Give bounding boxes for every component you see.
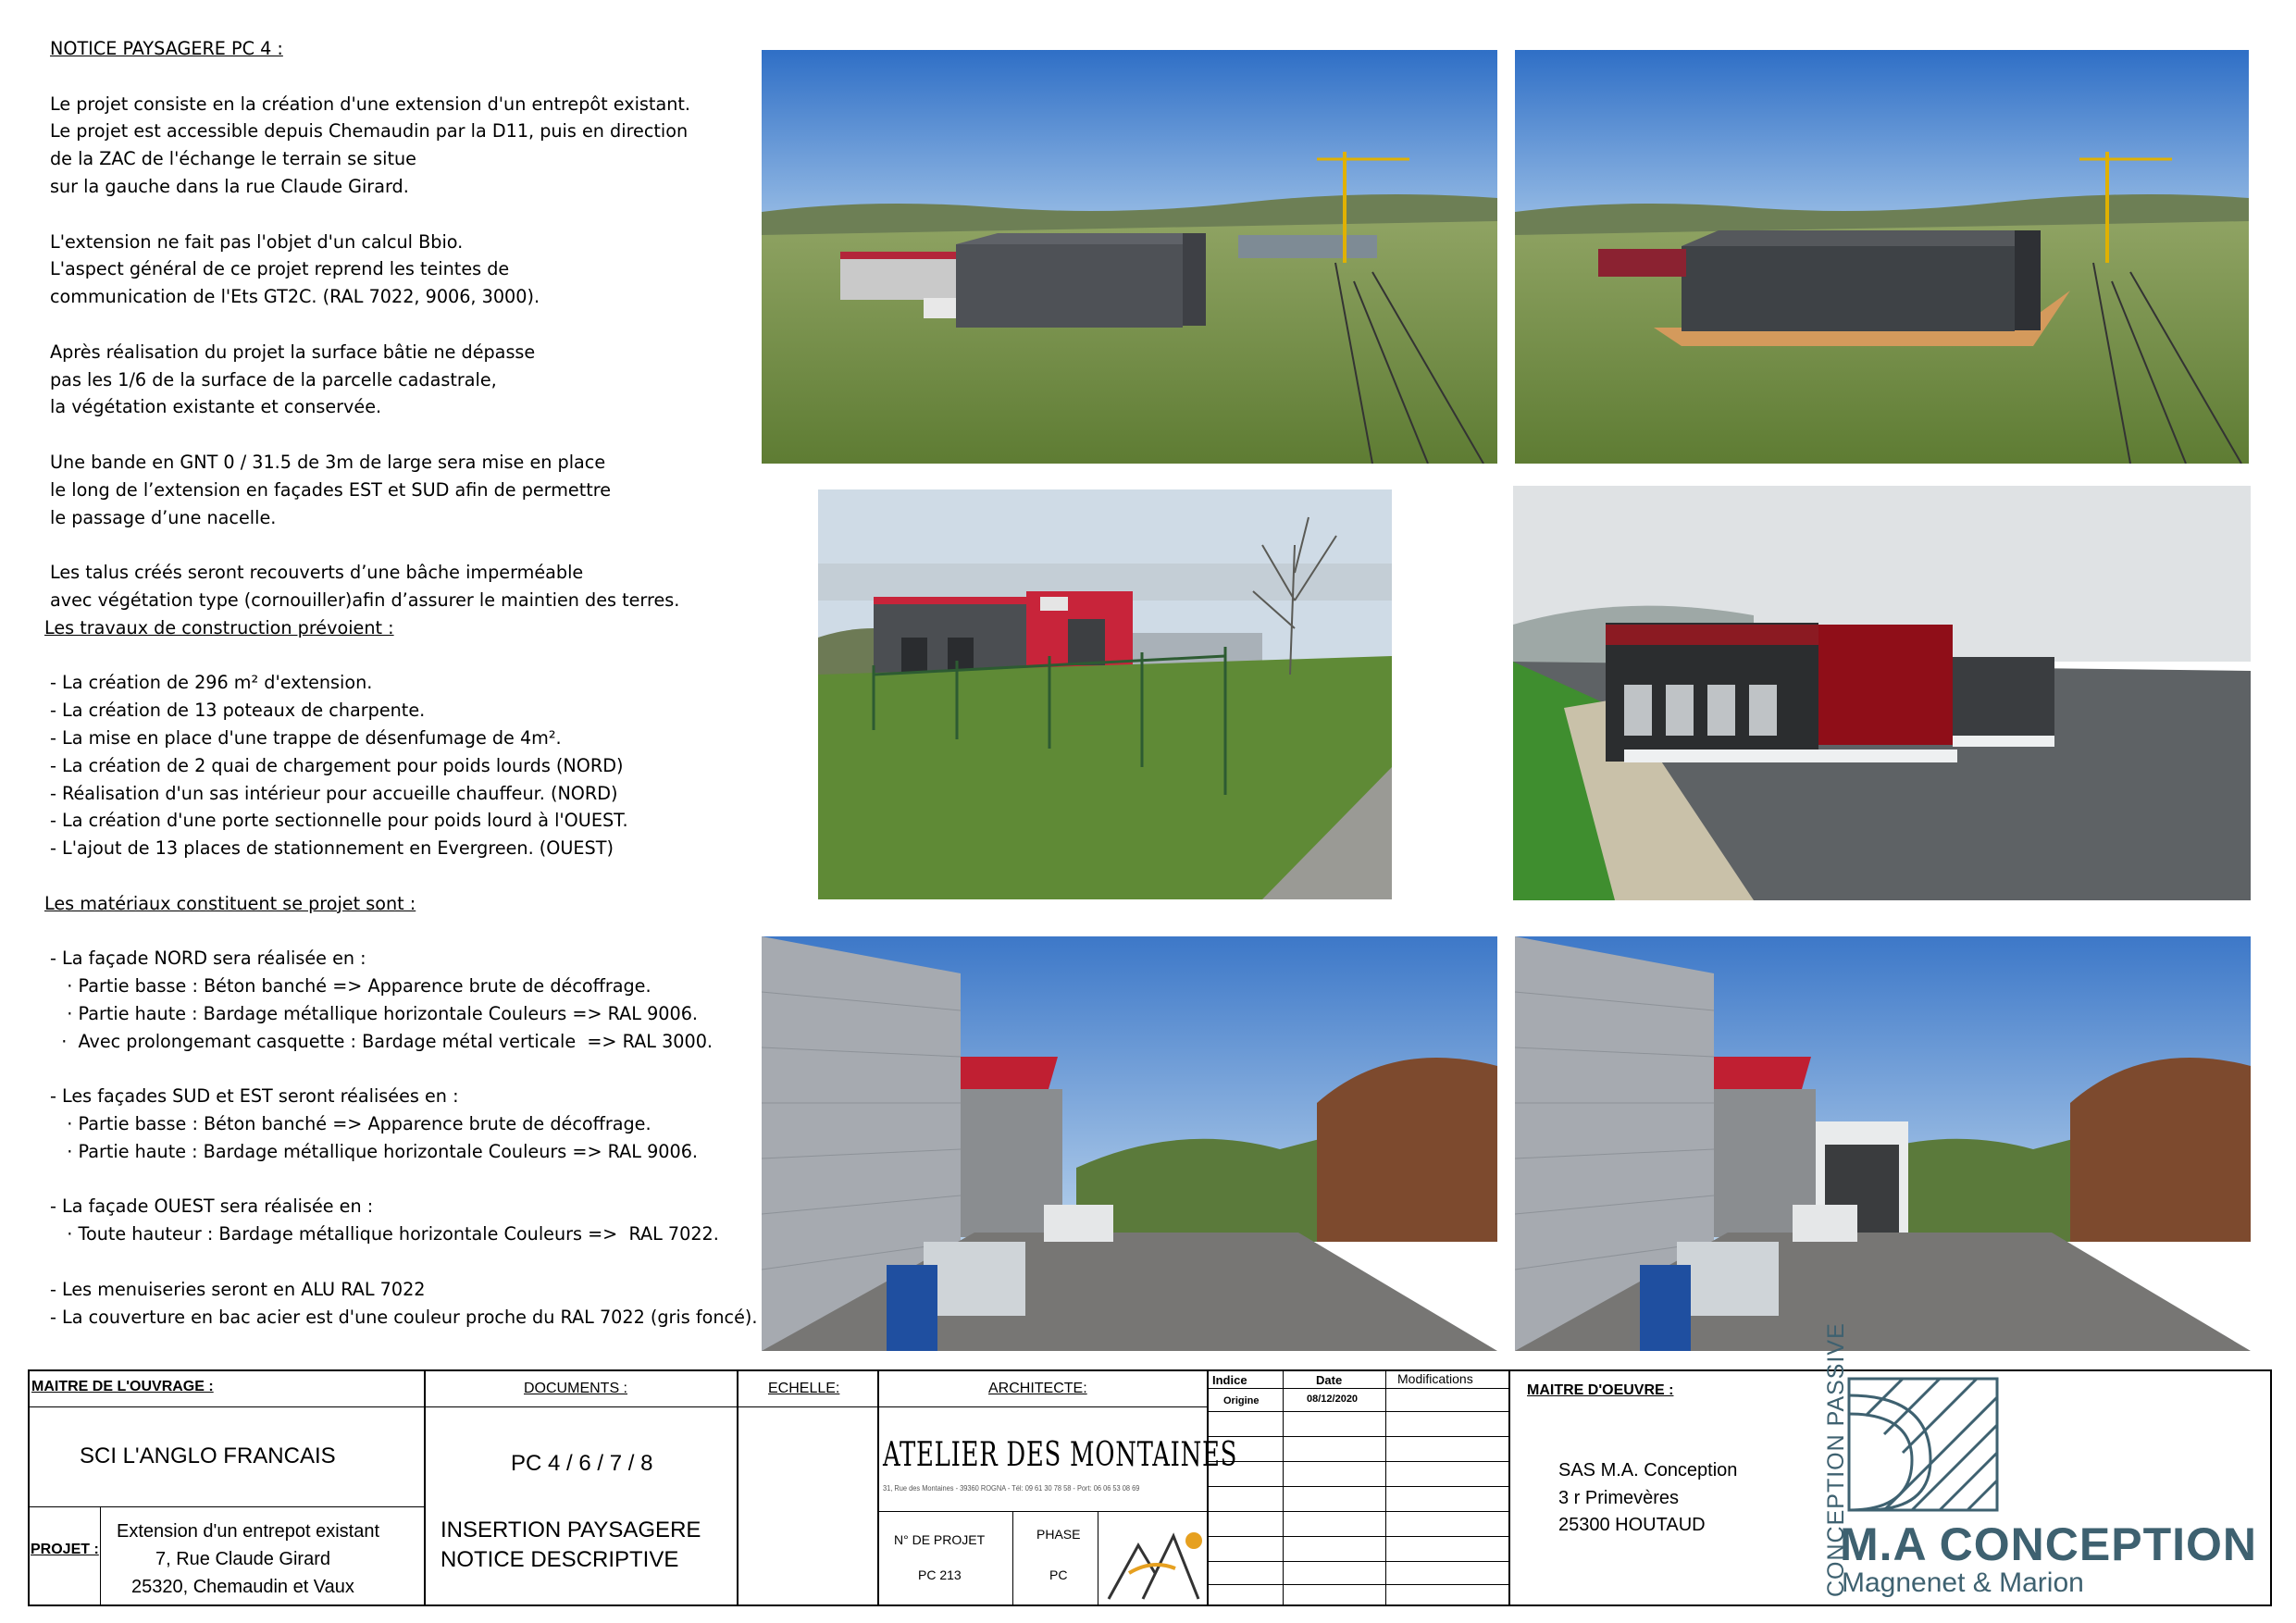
photo-existing-loading-area [762,936,1497,1351]
date-label: Date [1316,1373,1343,1387]
origine-date: 08/12/2020 [1307,1394,1359,1405]
echelle-label: ECHELLE: [768,1381,840,1396]
maitre-oeuvre-label: MAITRE D'OEUVRE : [1527,1382,1674,1398]
maitre-oeuvre-line: 3 r Primevères [1558,1488,1680,1508]
notice-line: - La mise en place d'une trappe de désenfumage de 4m². [50,726,562,749]
projet-label: PROJET : [31,1542,99,1557]
notice-line: - Les façades SUD et EST seront réalisées en : [50,1085,459,1108]
maitre-oeuvre-line: SAS M.A. Conception [1558,1460,1738,1481]
notice-line: · Partie haute : Bardage métallique horizontale Couleurs => RAL 9006. [50,1140,699,1162]
architecte-emblem [1101,1518,1203,1603]
architecte-address: 31, Rue des Montaines - 39360 ROGNA - Tél: 09 61 30 78 58 - Port: 06 06 53 08 69 [883,1484,1140,1493]
logo-subtitle: Magnenet & Marion [1842,1567,2084,1598]
render-projected-loading-area [1515,936,2251,1351]
notice-line: · Partie haute : Bardage métallique horizontale Couleurs => RAL 9006. [50,1002,699,1024]
materiaux-title: Les matériaux constituent se projet sont : [44,892,416,914]
notice-title: NOTICE PAYSAGERE PC 4 : [50,38,283,59]
num-projet-value: PC 213 [918,1567,962,1582]
render-3d-building [1513,486,2251,900]
ma-conception-logo-mark [1847,1377,1999,1512]
notice-line: - La façade NORD sera réalisée en : [50,948,366,970]
notice-line: - La création de 13 poteaux de charpente. [50,700,426,722]
documents-line: INSERTION PAYSAGERE [441,1518,701,1542]
notice-line: L'extension ne fait pas l'objet d'un calcul Bbio. [50,230,464,253]
indice-label: Indice [1212,1373,1247,1387]
logo-side-text: CONCEPTION PASSIVE [1823,1322,1849,1597]
notice-text [44,35,758,1331]
notice-line: · Partie basse : Béton banché => Apparence brute de décoffrage. [50,975,652,997]
documents-ref: PC 4 / 6 / 7 / 8 [511,1451,653,1476]
documents-line: NOTICE DESCRIPTIVE [441,1547,679,1572]
title-block [28,1322,2272,1606]
phase-label: PHASE [1036,1527,1081,1542]
notice-line: - Réalisation d'un sas intérieur pour accueille chauffeur. (NORD) [50,782,618,804]
maitre-oeuvre-line: 25300 HOUTAUD [1558,1515,1706,1535]
projet-line: Extension d'un entrepot existant [117,1521,380,1542]
projet-line: 25320, Chemaudin et Vaux [131,1577,354,1597]
render-projected-panorama [1515,50,2249,464]
documents-label: DOCUMENTS : [524,1381,627,1396]
notice-line: Les talus créés seront recouverts d’une bâche imperméable [50,562,584,584]
notice-line: sur la gauche dans la rue Claude Girard. [50,175,409,197]
notice-line: avec végétation type (cornouiller)afin d’assurer le maintien des terres. [50,588,680,611]
photo-existing-building [818,489,1392,899]
architecte-logo: ATELIER DES MONTAINES [883,1436,1238,1474]
notice-line: - La couverture en bac acier est d'une couleur proche du RAL 7022 (gris foncé). [50,1306,758,1328]
notice-line: · Partie basse : Béton banché => Apparence brute de décoffrage. [50,1113,652,1135]
notice-line: - La façade OUEST sera réalisée en : [50,1196,374,1218]
notice-line: - La création de 2 quai de chargement pour poids lourds (NORD) [50,754,624,776]
origine-label: Origine [1223,1395,1260,1406]
notice-line: · Toute hauteur : Bardage métallique horizontale Couleurs => RAL 7022. [50,1223,719,1245]
modifications-label: Modifications [1397,1371,1473,1386]
projet-line: 7, Rue Claude Girard [155,1549,330,1569]
notice-line: pas les 1/6 de la surface de la parcelle cadastrale, [50,368,497,390]
architecte-label: ARCHITECTE: [988,1381,1087,1396]
notice-line: le passage d’une nacelle. [50,506,277,528]
notice-line: Après réalisation du projet la surface bâtie ne dépasse [50,341,536,363]
phase-value: PC [1049,1567,1068,1582]
notice-line: la végétation existante et conservée. [50,396,382,418]
notice-line: Une bande en GNT 0 / 31.5 de 3m de large sera mise en place [50,451,606,473]
notice-line: communication de l'Ets GT2C. (RAL 7022, 9006, 3000). [50,286,540,308]
notice-line: le long de l’extension en façades EST et SUD afin de permettre [50,478,612,501]
logo-name: M.A CONCEPTION [1840,1518,2258,1570]
notice-line: - La création de 296 m² d'extension. [50,672,373,694]
photo-existing-panorama [762,50,1497,464]
num-projet-label: N° DE PROJET [894,1532,986,1547]
notice-line: - L'ajout de 13 places de stationnement en Evergreen. (OUEST) [50,837,614,860]
travaux-title: Les travaux de construction prévoient : [44,616,394,638]
notice-line: - Les menuiseries seront en ALU RAL 7022 [50,1278,426,1300]
notice-line: L'aspect général de ce projet reprend les teintes de [50,258,510,280]
notice-line: · Avec prolongemant casquette : Bardage métal verticale => RAL 3000. [50,1030,713,1052]
maitre-ouvrage-label: MAITRE DE L'OUVRAGE : [31,1379,214,1394]
notice-line: - La création d'une porte sectionnelle pour poids lourd à l'OUEST. [50,810,628,832]
maitre-ouvrage-name: SCI L'ANGLO FRANCAIS [80,1443,336,1468]
notice-line: Le projet consiste en la création d'une extension d'un entrepôt existant. [50,93,690,115]
notice-line: de la ZAC de l'échange le terrain se situe [50,148,416,170]
notice-line: Le projet est accessible depuis Chemaudin par la D11, puis en direction [50,120,689,142]
